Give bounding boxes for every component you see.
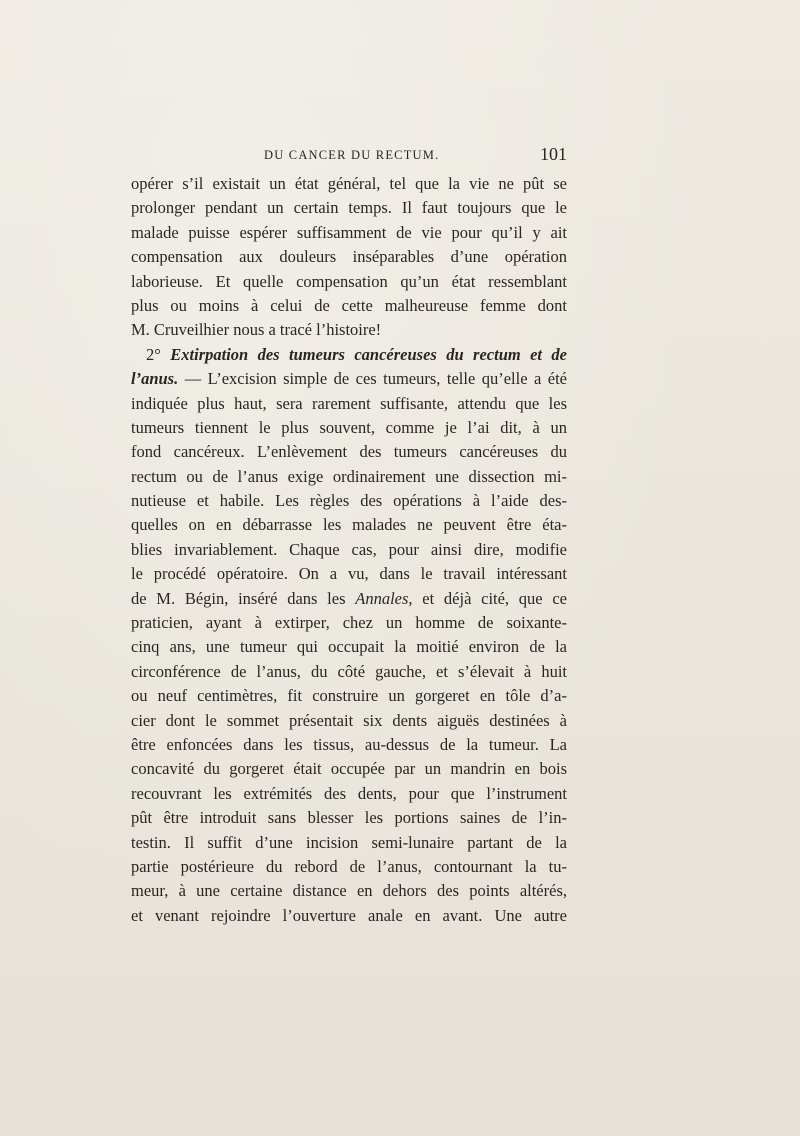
text-line: circonférence de l’anus, du côté gauche, et s’élevait à huit: [131, 661, 567, 681]
text-line: partie postérieure du rebord de l’anus, contournant la tu-: [131, 856, 567, 876]
body-text: [131, 172, 567, 928]
section-heading: Extirpation des tumeurs cancéreuses du rectum et de: [170, 344, 567, 364]
text-line: laborieuse. Et quelle compensation qu’un état ressemblant: [131, 271, 567, 291]
text-line: [131, 367, 567, 391]
text-line: recouvrant les extrémités des dents, pour que l’instrument: [131, 783, 567, 803]
text-line: prolonger pendant un certain temps. Il faut toujours que le: [131, 198, 567, 218]
text-line: tumeurs tiennent le plus souvent, comme je l’ai dit, à un: [131, 417, 567, 437]
text-line: cier dont le sommet présentait six dents aiguës destinées à: [131, 710, 567, 730]
journal-title: Annales,: [355, 588, 413, 608]
text-line: ou neuf centimètres, fit construire un gorgeret en tôle d’a-: [131, 686, 567, 706]
section-heading-continued: l’anus.: [131, 369, 179, 389]
text-segment: — L’excision simple de ces tumeurs, telle qu’elle a été: [178, 369, 567, 389]
text-line: [131, 587, 567, 611]
text-line: rectum ou de l’anus exige ordinairement une dissection mi-: [131, 466, 567, 486]
running-header: [131, 146, 567, 166]
text-segment: de M. Bégin, inséré dans les: [131, 588, 356, 608]
text-line: praticien, ayant à extirper, chez un homme de soixante-: [131, 613, 567, 633]
page-number: 101: [540, 144, 567, 164]
text-segment: et déjà cité, que ce: [412, 588, 567, 608]
text-line: fond cancéreux. L’enlèvement des tumeurs cancéreuses du: [131, 442, 567, 462]
text-line: indiquée plus haut, sera rarement suffisante, attendu que les: [131, 393, 567, 413]
text-line: meur, à une certaine distance en dehors des points altérés,: [131, 881, 567, 901]
text-line: opérer s’il existait un état général, tel que la vie ne pût se: [131, 174, 567, 193]
section-number: 2°: [146, 344, 161, 364]
text-line: testin. Il suffit d’une incision semi-lunaire partant de la: [131, 832, 567, 852]
text-line: le procédé opératoire. On a vu, dans le travail intéressant: [131, 564, 567, 584]
text-line: M. Cruveilhier nous a tracé l’histoire!: [131, 320, 382, 340]
text-line: être enfoncées dans les tissus, au-dessus de la tumeur. La: [131, 734, 567, 754]
text-line: pût être introduit sans blesser les portions saines de l’in-: [131, 808, 567, 828]
text-line: concavité du gorgeret était occupée par un mandrin en bois: [131, 759, 567, 779]
section-heading-line: [131, 343, 567, 367]
text-line: blies invariablement. Chaque cas, pour ainsi dire, modifie: [131, 539, 567, 559]
running-title: DU CANCER DU RECTUM.: [264, 148, 440, 162]
text-line: malade puisse espérer suffisamment de vie pour qu’il y ait: [131, 222, 567, 242]
text-line: cinq ans, une tumeur qui occupait la moitié environ de la: [131, 637, 567, 657]
text-line: plus ou moins à celui de cette malheureuse femme dont: [131, 295, 567, 315]
text-line: compensation aux douleurs inséparables d’une opération: [131, 247, 567, 267]
text-line: nutieuse et habile. Les règles des opérations à l’aide des-: [131, 491, 567, 511]
text-line: quelles on en débarrasse les malades ne peuvent être éta-: [131, 515, 567, 535]
text-line: et venant rejoindre l’ouverture anale en avant. Une autre: [131, 905, 567, 925]
